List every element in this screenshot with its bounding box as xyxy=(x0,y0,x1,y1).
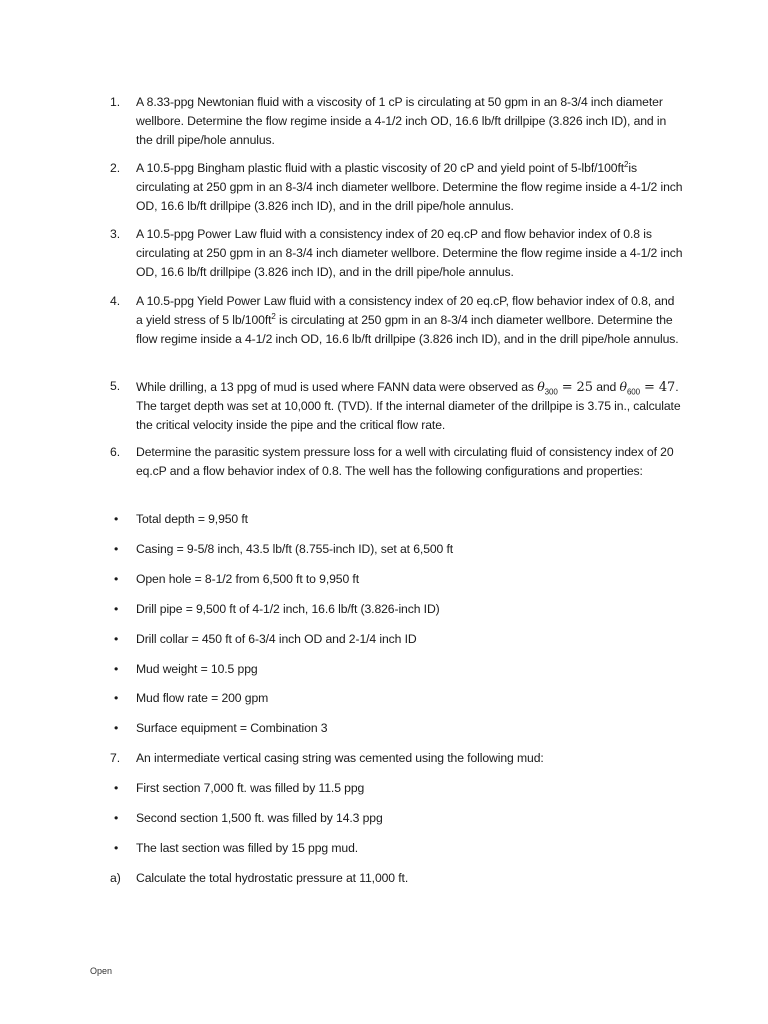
question-4-text xyxy=(136,292,684,349)
item-number: 6. xyxy=(110,445,121,459)
bullet-item: Total depth = 9,950 ft xyxy=(136,512,248,526)
question-6-text: Determine the parasitic system pressure loss for a well with circulating fluid of consistency index of 20 eq.cP and a flow behavior index of 0.8. The well has the following configurations and properties: xyxy=(136,445,674,478)
item-number: 5. xyxy=(110,379,121,393)
question-5-text-b: . The target depth was set at 10,000 ft. (TVD). If the internal diameter of the drillpipe is 3.75 in., calculate the critical velocity inside the pipe and the critical flow rate. xyxy=(136,380,681,432)
bullet-marker: • xyxy=(114,811,119,825)
subscript: 600 xyxy=(626,387,641,397)
bullet-marker: • xyxy=(114,781,119,795)
equation-value: = 47 xyxy=(640,380,676,395)
question-1-text: A 8.33-ppg Newtonian fluid with a viscosity of 1 cP is circulating at 50 gpm in an 8-3/4 inch diameter wellbore. Determine the flow regime inside a 4-1/2 inch OD, 16.6 lb/ft drillpipe (3.826 inch ID), and in the drill pipe/hole annulus. xyxy=(136,95,667,147)
bullet-item: Drill pipe = 9,500 ft of 4-1/2 inch, 16.6 lb/ft (3.826-inch ID) xyxy=(136,602,440,616)
bullet-marker: • xyxy=(114,512,119,526)
bullet-marker: • xyxy=(114,721,119,735)
superscript: 2 xyxy=(624,159,629,169)
item-number: 3. xyxy=(110,227,121,241)
bullet-marker: • xyxy=(114,572,119,586)
bullet-item: First section 7,000 ft. was filled by 11.5 ppg xyxy=(136,781,365,795)
equation-value: = 25 xyxy=(557,380,593,395)
item-number: 4. xyxy=(110,294,121,308)
bullet-item: Drill collar = 450 ft of 6-3/4 inch OD and 2-1/4 inch ID xyxy=(136,632,417,646)
bullet-item: Second section 1,500 ft. was filled by 14.3 ppg xyxy=(136,811,383,825)
item-number: 1. xyxy=(110,95,121,109)
bullet-item: Open hole = 8-1/2 from 6,500 ft to 9,950 ft xyxy=(136,572,360,586)
item-number: 7. xyxy=(110,751,121,765)
question-5-text-a: While drilling, a 13 ppg of mud is used where FANN data were observed as xyxy=(136,380,538,394)
theta-symbol: θ xyxy=(619,379,627,394)
bullet-item: Mud weight = 10.5 ppg xyxy=(136,662,258,676)
item-number: 2. xyxy=(110,161,121,175)
question-2-text-b: is circulating at 250 gpm in an 8-3/4 inch diameter wellbore. Determine the flow regime inside a 4-1/2 inch OD, 16.6 lb/ft drillpipe (3.826 inch ID), and in the drill pipe/hole annulus. xyxy=(136,161,683,213)
classification-label: Open xyxy=(90,966,113,976)
theta-symbol: θ xyxy=(537,379,545,394)
bullet-item: Surface equipment = Combination 3 xyxy=(136,721,328,735)
bullet-marker: • xyxy=(114,602,119,616)
conjunction: and xyxy=(592,380,620,394)
bullet-marker: • xyxy=(114,632,119,646)
bullet-marker: • xyxy=(114,542,119,556)
question-2-text xyxy=(136,159,684,216)
question-3-text: A 10.5-ppg Power Law fluid with a consistency index of 20 eq.cP and flow behavior index of 0.8 is circulating at 250 gpm in an 8-3/4 inch diameter wellbore. Determine the flow regime inside a 4-1/2 inch OD, 16.6 lb/ft drillpipe (3.826 inch ID), and in the drill pipe/hole annulus. xyxy=(136,227,683,279)
question-5-text xyxy=(136,377,684,435)
question-4-text-b: is circulating at 250 gpm in an 8-3/4 inch diameter wellbore. Determine the flow regime inside a 4-1/2 inch OD, 16.6 lb/ft drillpipe (3.826 inch ID), and in the drill pipe/hole annulus. xyxy=(136,313,679,346)
bullet-item: Mud flow rate = 200 gpm xyxy=(136,691,269,705)
subscript: 300 xyxy=(544,387,558,397)
bullet-marker: • xyxy=(114,691,119,705)
item-letter: a) xyxy=(110,871,121,885)
bullet-item: Casing = 9-5/8 inch, 43.5 lb/ft (8.755-inch ID), set at 6,500 ft xyxy=(136,542,454,556)
bullet-marker: • xyxy=(114,662,119,676)
superscript: 2 xyxy=(271,311,276,321)
bullet-marker: • xyxy=(114,841,119,855)
bullet-item: The last section was filled by 15 ppg mud. xyxy=(136,841,359,855)
question-2-text-a: A 10.5-ppg Bingham plastic fluid with a plastic viscosity of 20 cP and yield point of 5-lbf/100ft xyxy=(136,161,625,175)
question-7a-text: Calculate the total hydrostatic pressure at 11,000 ft. xyxy=(136,871,409,885)
question-7-text: An intermediate vertical casing string was cemented using the following mud: xyxy=(136,751,544,765)
question-4-text-a: A 10.5-ppg Yield Power Law fluid with a consistency index of 20 eq.cP, flow behavior index of 0.8, and a yield stress of 5 lb/100ft xyxy=(136,294,675,327)
